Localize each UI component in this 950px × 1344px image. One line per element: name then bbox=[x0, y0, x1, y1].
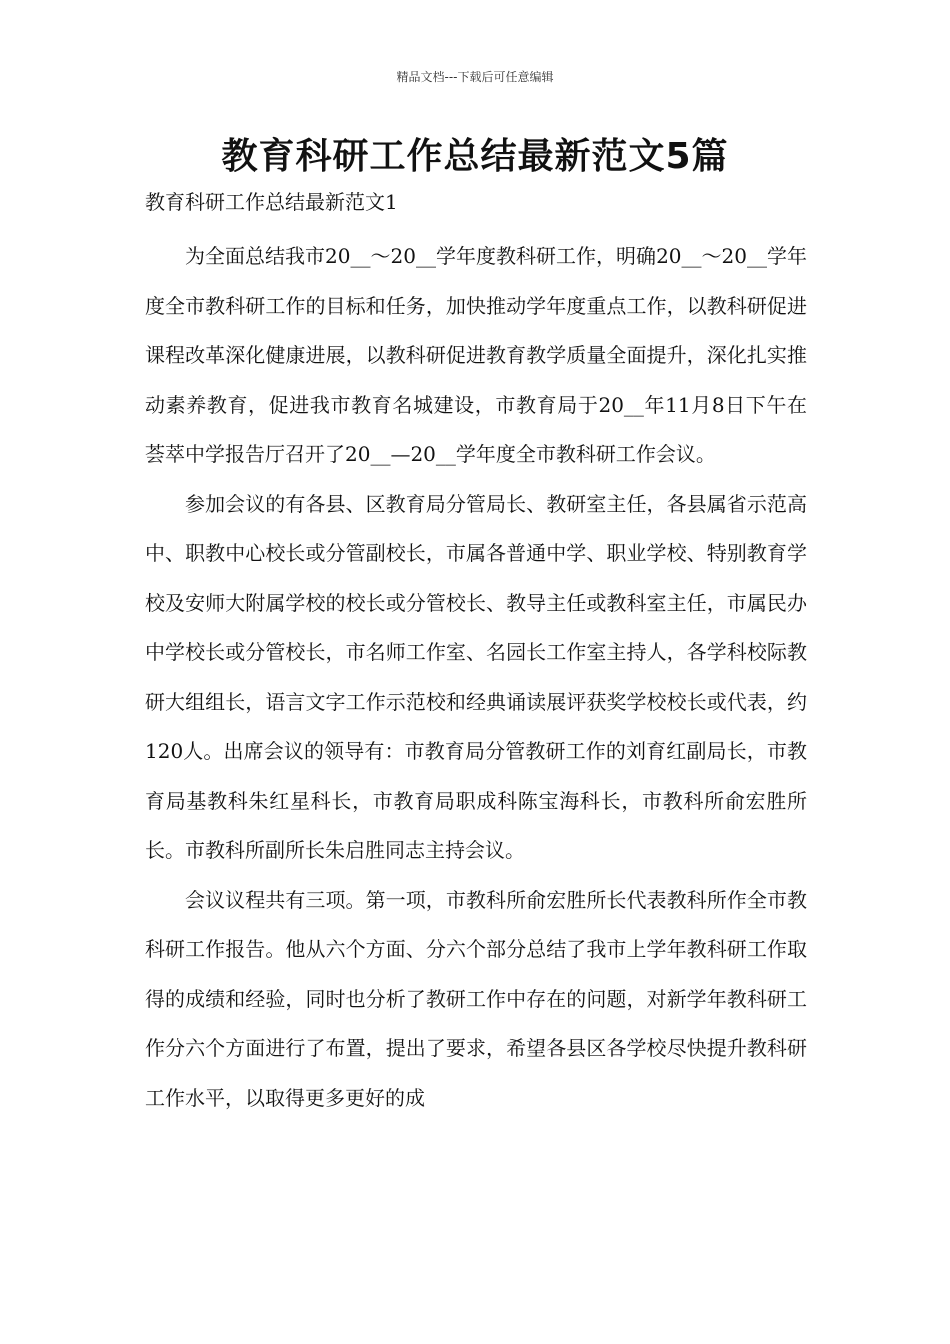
document-body bbox=[145, 232, 807, 1123]
paragraph-1: 为全面总结我市20__～20__学年度教科研工作，明确20__～20__学年度全市教科研工作的目标和任务，加快推动学年度重点工作，以教科研促进课程改革深化健康进展，以教科研促进教育教学质量全面提升，深化扎实推动素养教育，促进我市教育名城建设，市教育局于20__年11月8日下午在荟萃中学报告厅召开了20__—20__学年度全市教科研工作会议。 bbox=[145, 244, 807, 466]
document-title: 教育科研工作总结最新范文5篇 bbox=[221, 136, 729, 177]
paragraph-3: 会议议程共有三项。第一项，市教科所俞宏胜所长代表教科所作全市教科研工作报告。他从六个方面、分六个部分总结了我市上学年教科研工作取得的成绩和经验，同时也分析了教研工作中存在的问题，对新学年教科研工作分六个方面进行了布置，提出了要求，希望各县区各学校尽快提升教科研工作水平，以取得更多更好的成 bbox=[145, 887, 807, 1110]
section-heading: 教育科研工作总结最新范文1 bbox=[145, 190, 398, 214]
paragraph-2: 参加会议的有各县、区教育局分管局长、教研室主任，各县属省示范高中、职教中心校长或分管副校长，市属各普通中学、职业学校、特别教育学校及安师大附属学校的校长或分管校长、教导主任或教科室主任，市属民办中学校长或分管校长，市名师工作室、名园长工作室主持人，各学科校际教研大组组长，语言文字工作示范校和经典诵读展评获奖学校校长或代表，约120人。出席会议的领导有：市教育局分管教研工作的刘育红副局长，市教育局基教科朱红星科长，市教育局职成科陈宝海科长，市教科所俞宏胜所长。市教科所副所长朱启胜同志主持会议。 bbox=[145, 491, 807, 862]
page-header-watermark: 精品文档---下载后可任意编辑 bbox=[396, 70, 554, 84]
